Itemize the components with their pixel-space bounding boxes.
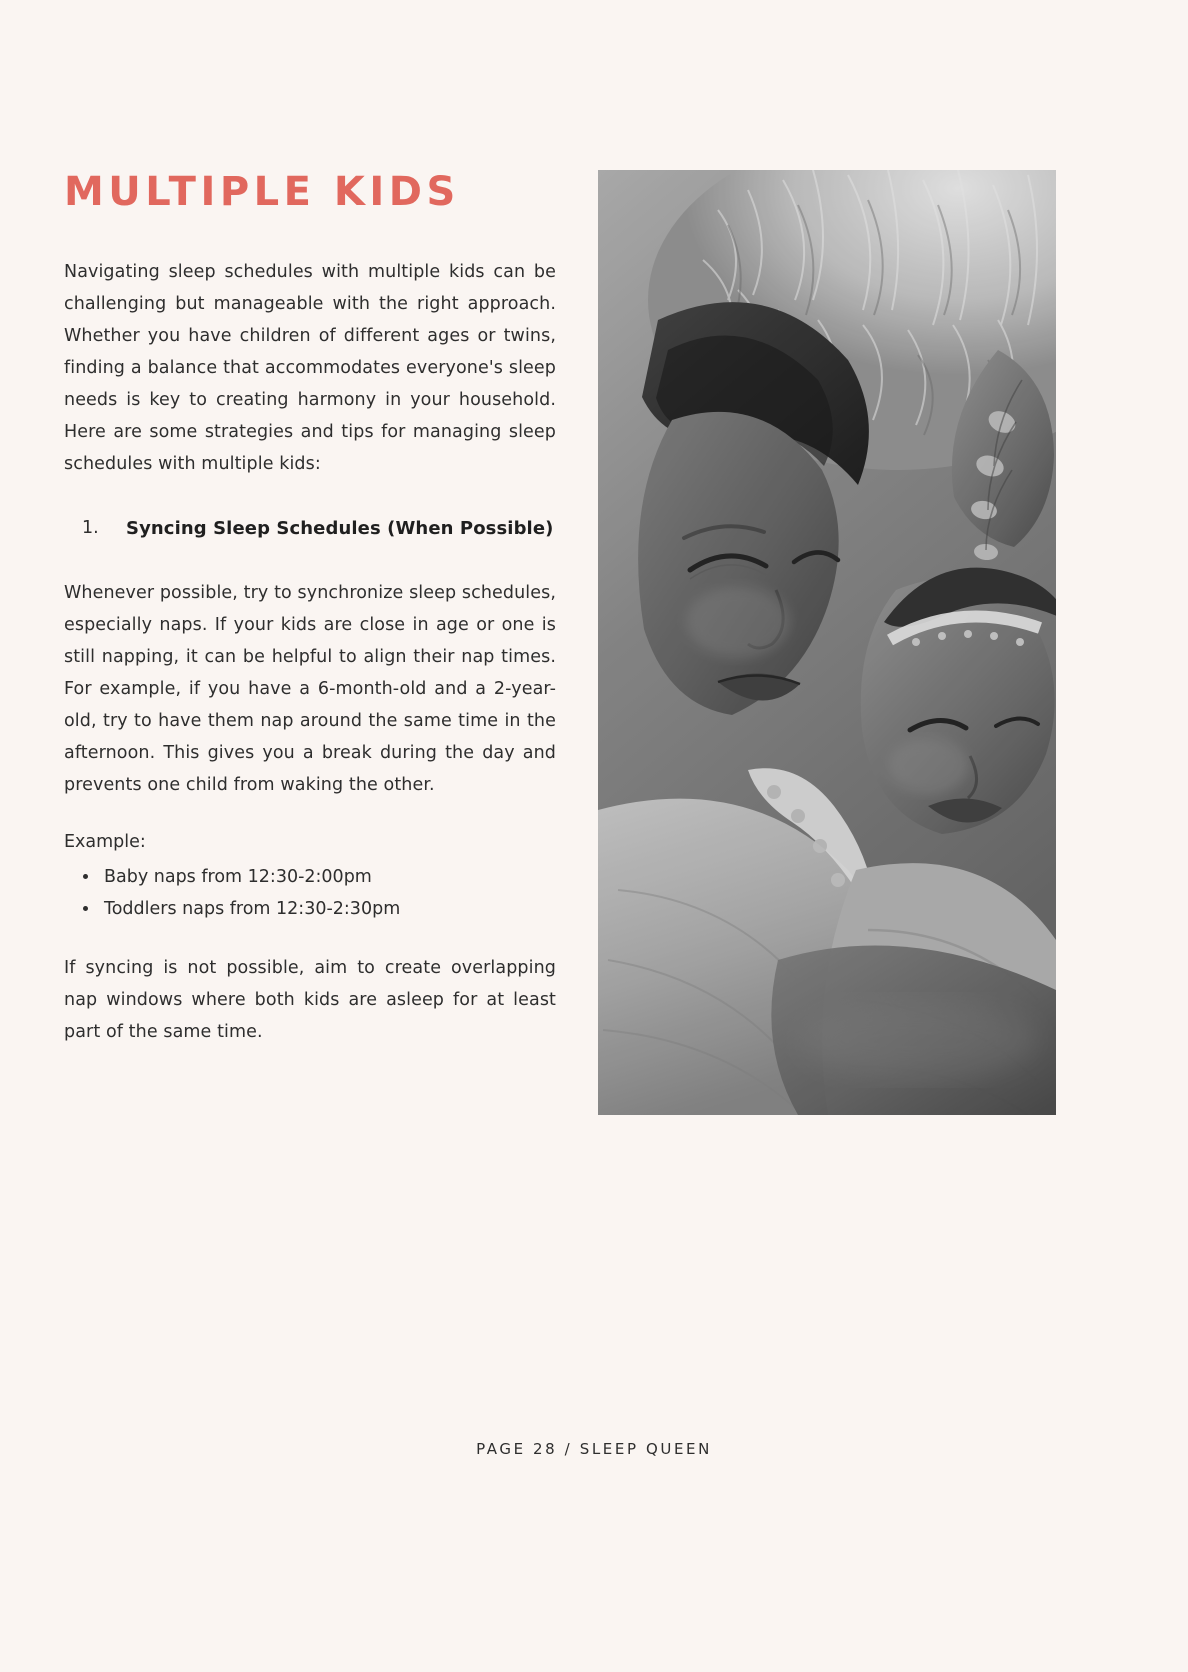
page-content xyxy=(64,170,1124,1115)
photo-column xyxy=(598,170,1056,1115)
mother-and-baby-sleeping-photo xyxy=(598,170,1056,1115)
example-list xyxy=(64,861,556,926)
section-number: 1. xyxy=(82,518,99,539)
page-title: MULTIPLE KIDS xyxy=(64,169,460,215)
section-heading-block xyxy=(64,514,556,543)
section-heading: Syncing Sleep Schedules (When Possible) xyxy=(126,518,554,540)
closing-paragraph: If syncing is not possible, aim to create overlapping nap windows where both kids are asleep for at least part of the same time. xyxy=(64,957,556,1042)
example-label: Example: xyxy=(64,832,146,853)
section-paragraph: Whenever possible, try to synchronize sleep schedules, especially naps. If your kids are close in age or one is still napping, it can be helpful to align their nap times. For example, if you have a 6-month-old and a 2-year-old, try to have them nap around the same time in the afternoon. This gives you a break during the day and prevents one child from waking the other. xyxy=(64,583,556,796)
page-footer: PAGE 28 / SLEEP QUEEN xyxy=(476,1440,712,1458)
list-item: • Toddlers naps from 12:30-2:30pm xyxy=(100,893,556,925)
list-item: • Baby naps from 12:30-2:00pm xyxy=(100,861,556,893)
text-column xyxy=(64,170,556,1115)
intro-paragraph: Navigating sleep schedules with multiple kids can be challenging but manageable with the right approach. Whether you have children of different ages or twins, finding a balance that accommodates everyone's sleep needs is key to creating harmony in your household. Here are some strategies and tips for managing sleep schedules with multiple kids: xyxy=(64,262,556,475)
